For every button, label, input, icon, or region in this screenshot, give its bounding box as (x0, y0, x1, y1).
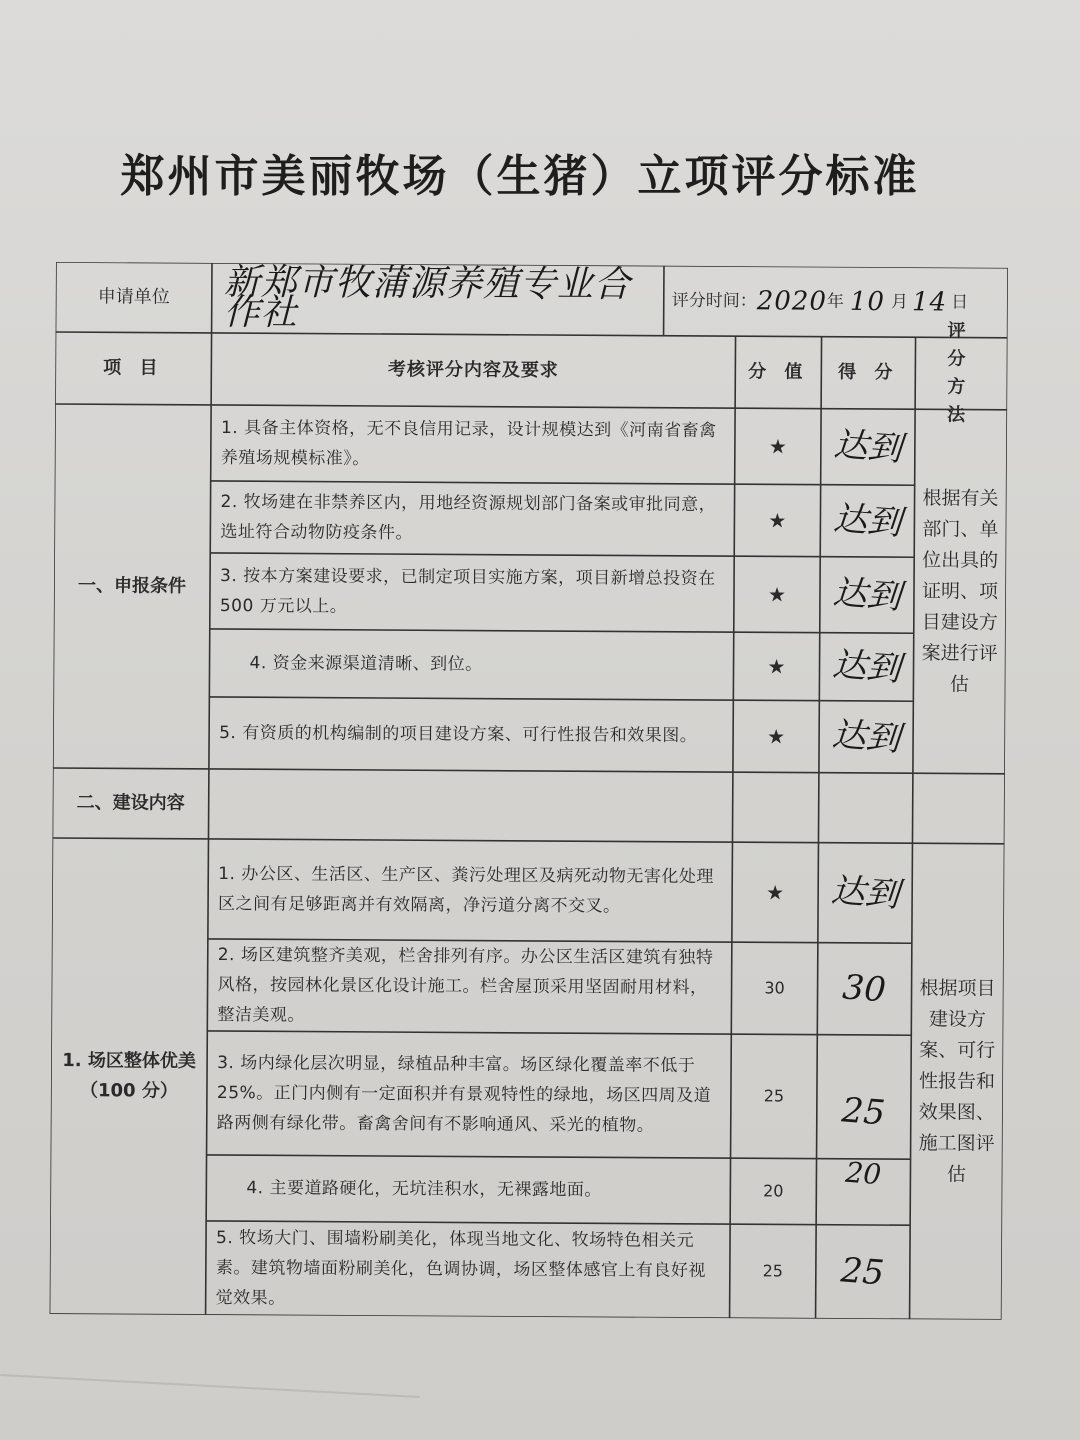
header-content: 考核评分内容及要求 (387, 359, 559, 382)
header-value: 分 值 (748, 361, 809, 383)
date-month-char: 月 (890, 292, 909, 313)
requirement-row: 2. 场区建筑整齐美观，栏舍排列有序。办公区生活区建筑有独特风格，按园林化景区化设计施工。栏舍屋顶采用坚固耐用材料，整洁美观。 (217, 945, 714, 1026)
handwritten-score: 达到 (832, 424, 904, 470)
star-value: ★ (768, 508, 787, 533)
handwritten-score: 达到 (831, 644, 902, 690)
score-value: 30 (764, 978, 785, 998)
score-cell (820, 557, 914, 634)
header-item: 项 目 (103, 357, 164, 379)
handwritten-score: 达到 (830, 714, 902, 760)
score-cell (819, 633, 913, 702)
document-title: 郑州市美丽牧场（生猪）立项评分标准 (120, 151, 920, 202)
scoring-method: 根据项目建设方案、可行性报告和效果图、施工图评估 (918, 976, 996, 1186)
requirement-row: 3. 按本方案建设要求，已制定项目实施方案，项目新增总投资在 500 万元以上。 (219, 566, 716, 617)
date-year: 2020 (756, 286, 828, 317)
score-cell (817, 1035, 912, 1160)
score-cell (816, 1225, 911, 1320)
score-value: 25 (762, 1261, 784, 1281)
handwritten-score: 25 (839, 1250, 886, 1294)
score-cell (817, 943, 912, 1036)
score-cell (820, 485, 914, 558)
applicant-name (224, 263, 664, 336)
score-cell (821, 409, 915, 486)
header-score: 得 分 (838, 361, 899, 384)
applicant-label: 申请单位 (97, 286, 170, 308)
handwritten-score: 达到 (831, 572, 903, 618)
star-value: ★ (767, 724, 786, 749)
score-cell (818, 843, 913, 944)
handwritten-score: 30 (841, 967, 888, 1011)
score-cell (819, 701, 913, 774)
requirement-row: 5. 牧场大门、围墙粉刷美化，体现当地文化、牧场特色相关元素。建筑物墙面粉刷美化，色调协调，场区整体感官上有良好视觉效果。 (215, 1227, 706, 1309)
score-cell (816, 1155, 910, 1226)
requirement-row: 5. 有资质的机构编制的项目建设方案、可行性报告和效果图。 (219, 723, 698, 746)
date-month: 10 (849, 286, 886, 318)
date-year-char: 年 (826, 291, 845, 312)
section-site-overall-beauty: 1. 场区整体优美（100 分） (62, 1050, 196, 1102)
score-value: 20 (763, 1181, 784, 1201)
handwritten-score: 20 (844, 1155, 883, 1192)
handwritten-score: 达到 (829, 870, 901, 916)
header-method: 评 分 方 法 (947, 320, 976, 426)
date-label: 评分时间： (671, 290, 757, 312)
star-value: ★ (767, 654, 786, 679)
handwritten-score: 达到 (832, 498, 903, 544)
star-value: ★ (766, 880, 785, 905)
score-value: 25 (763, 1086, 785, 1106)
requirement-row: 3. 场内绿化层次明显，绿植品种丰富。场区绿化覆盖率不低于 25%。正门内侧有一定面积并有景观特性的绿地，场区四周及道路两侧有绿化带。畜禽舍间有不影响通风、采光的植物。 (216, 1052, 712, 1136)
star-value: ★ (767, 582, 787, 607)
applicant-name-handwriting: 新郑市牧蒲源养殖专业合作社 (223, 262, 632, 334)
requirement-row: 4. 主要道路硬化，无坑洼积水，无裸露地面。 (246, 1178, 603, 1201)
date-day: 14 (911, 287, 948, 318)
paper-fold-line (0, 1374, 420, 1398)
requirement-row: 2. 牧场建在非禁养区内，用地经资源规划部门备案或审批同意，选址符合动物防疫条件。 (220, 492, 717, 544)
scoring-table (50, 262, 1008, 1320)
requirement-row: 4. 资金来源渠道清晰、到位。 (249, 653, 483, 675)
requirement-row: 1. 具备主体资格，无不良信用记录，设计规模达到《河南省畜禽养殖场规模标准》。 (220, 418, 717, 469)
requirement-row: 1. 办公区、生活区、生产区、粪污处理区及病死动物无害化处理区之间有足够距离并有效隔离，净污道分离不交叉。 (218, 864, 714, 917)
section-application-conditions: 一、申报条件 (77, 575, 187, 597)
date-day-char: 日 (951, 292, 969, 313)
star-value: ★ (768, 434, 787, 459)
scoring-method: 根据有关部门、单位出具的证明、项目建设方案进行评估 (921, 486, 999, 696)
handwritten-score: 25 (840, 1090, 887, 1134)
section-construction-content: 二、建设内容 (76, 792, 185, 814)
